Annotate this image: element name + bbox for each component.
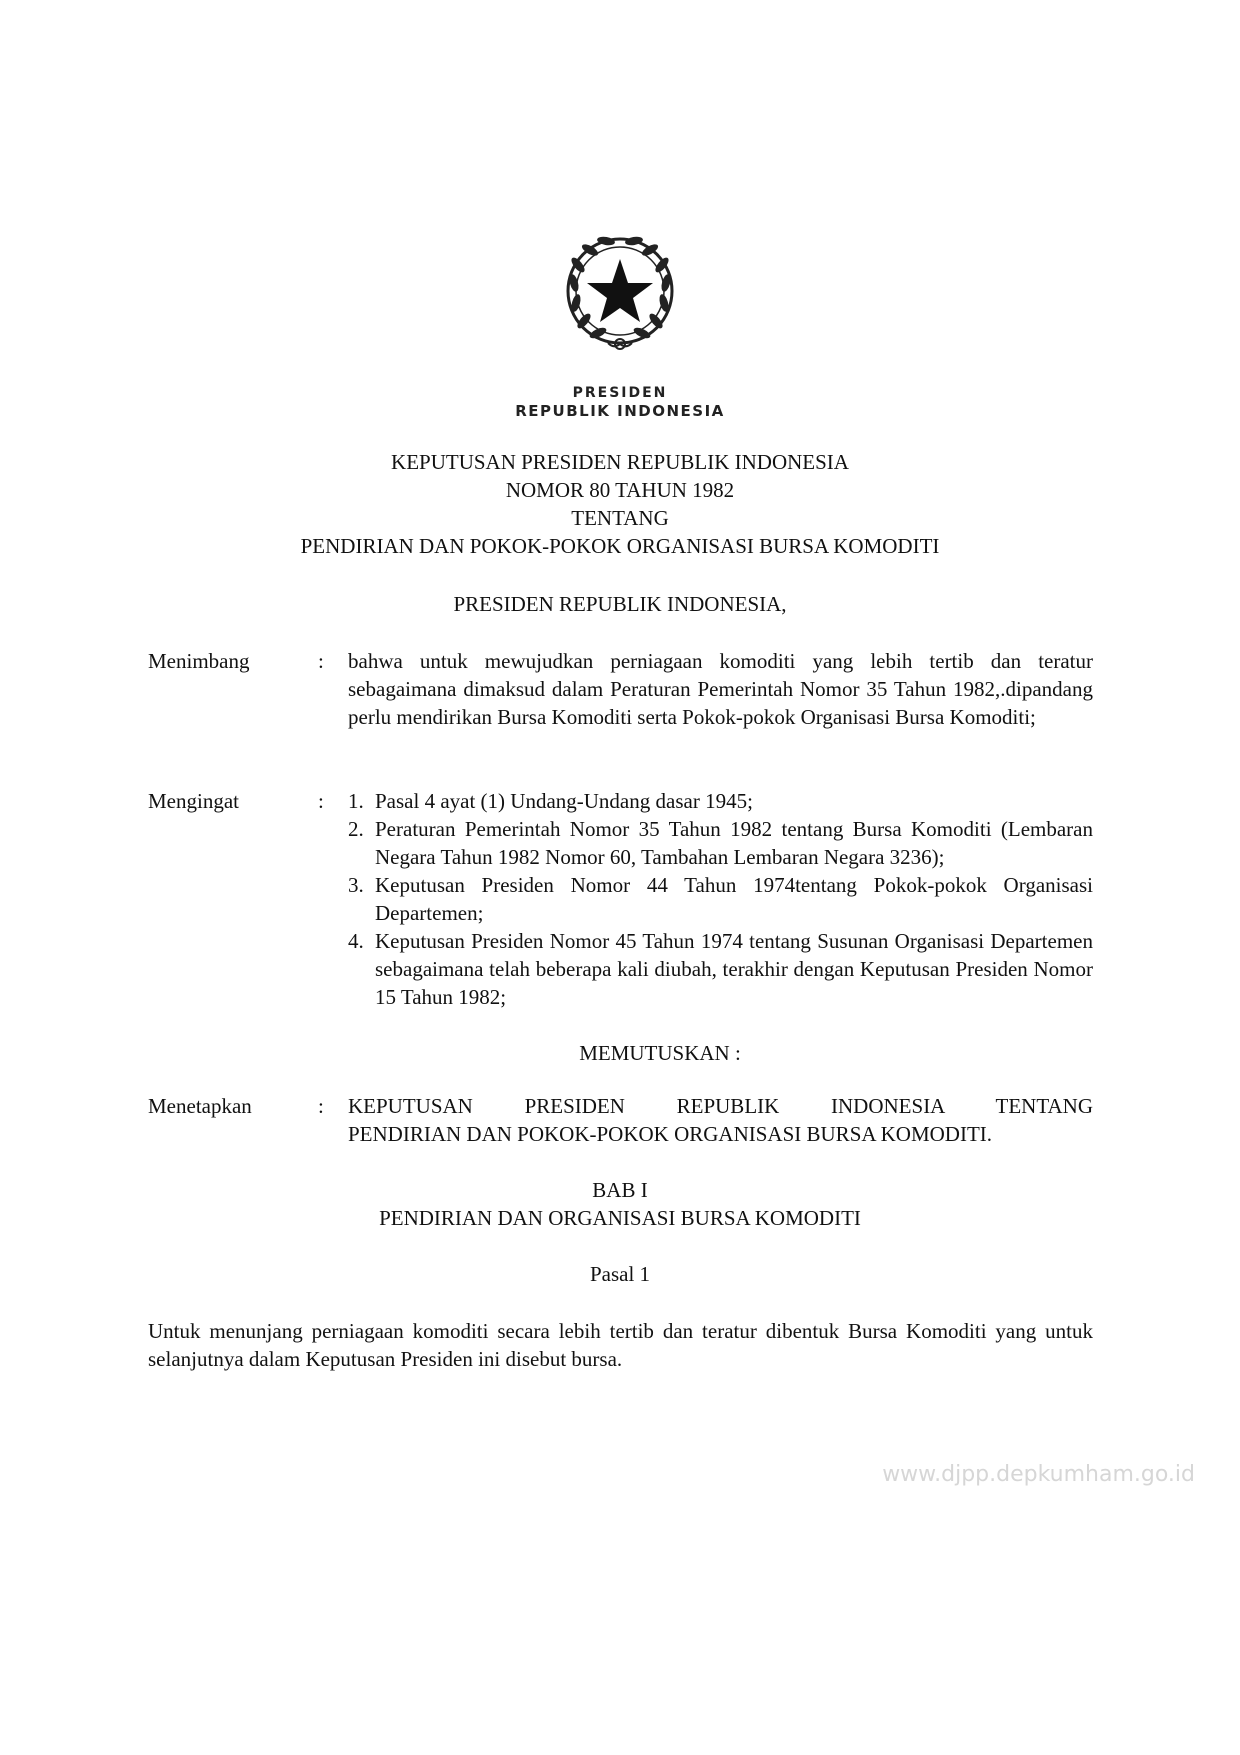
list-item-number: 4. [348, 929, 364, 953]
list-item [348, 787, 1093, 815]
list-item-text: Pasal 4 ayat (1) Undang-Undang dasar 1945; [375, 789, 753, 813]
list-item [348, 815, 1093, 871]
emblem-caption-line2: REPUBLIK INDONESIA [515, 402, 725, 420]
title-line3: TENTANG [571, 506, 669, 530]
menetapkan-colon: : [318, 1094, 324, 1118]
mengingat-label: Mengingat [148, 789, 239, 813]
mengingat-list [348, 787, 1093, 1011]
issuer-heading: PRESIDEN REPUBLIK INDONESIA, [453, 592, 787, 616]
menetapkan-text-line2: PENDIRIAN DAN POKOK-POKOK ORGANISASI BURSA KOMODITI. [348, 1122, 993, 1146]
list-item-text: Peraturan Pemerintah Nomor 35 Tahun 1982 tentang Bursa Komoditi (Lembaran Negara Tahun 1982 Nomor 60, Tambahan Lembaran Negara 3236); [375, 817, 1093, 869]
menetapkan-label: Menetapkan [148, 1094, 252, 1118]
menetapkan-text-line1: KEPUTUSAN PRESIDEN REPUBLIK INDONESIA TENTANG [348, 1094, 1093, 1118]
mengingat-colon: : [318, 789, 324, 813]
list-item-number: 3. [348, 873, 364, 897]
watermark: www.djpp.depkumham.go.id [882, 1462, 1195, 1487]
memutuskan-heading: MEMUTUSKAN : [579, 1041, 741, 1065]
presidential-seal-icon [550, 225, 690, 365]
pasal-text: Untuk menunjang perniagaan komoditi secara lebih tertib dan teratur dibentuk Bursa Komoditi yang untuk selanjutnya dalam Keputusan Presiden ini disebut bursa. [148, 1319, 1093, 1371]
list-item-number: 2. [348, 817, 364, 841]
title-line4: PENDIRIAN DAN POKOK-POKOK ORGANISASI BURSA KOMODITI [300, 534, 940, 558]
list-item [348, 927, 1093, 1011]
menimbang-colon: : [318, 649, 324, 673]
pasal-heading: Pasal 1 [589, 1262, 651, 1286]
title-line2: NOMOR 80 TAHUN 1982 [505, 478, 735, 502]
emblem-caption-line1: PRESIDEN [572, 385, 668, 401]
list-item-number: 1. [348, 789, 364, 813]
menimbang-text: bahwa untuk mewujudkan perniagaan komoditi yang lebih tertib dan teratur sebagaimana dimaksud dalam Peraturan Pemerintah Nomor 35 Tahun 1982,.dipandang perlu mendirikan Bursa Komoditi serta Pokok-pokok Organisasi Bursa Komoditi; [348, 649, 1093, 729]
title-line1: KEPUTUSAN PRESIDEN REPUBLIK INDONESIA [391, 450, 849, 474]
bab-number: BAB I [592, 1178, 648, 1202]
list-item-text: Keputusan Presiden Nomor 44 Tahun 1974tentang Pokok-pokok Organisasi Departemen; [375, 873, 1093, 925]
list-item [348, 871, 1093, 927]
list-item-text: Keputusan Presiden Nomor 45 Tahun 1974 tentang Susunan Organisasi Departemen sebagaimana telah beberapa kali diubah, terakhir dengan Keputusan Presiden Nomor 15 Tahun 1982; [375, 929, 1093, 1009]
menimbang-label: Menimbang [148, 649, 250, 673]
bab-title: PENDIRIAN DAN ORGANISASI BURSA KOMODITI [379, 1206, 861, 1230]
